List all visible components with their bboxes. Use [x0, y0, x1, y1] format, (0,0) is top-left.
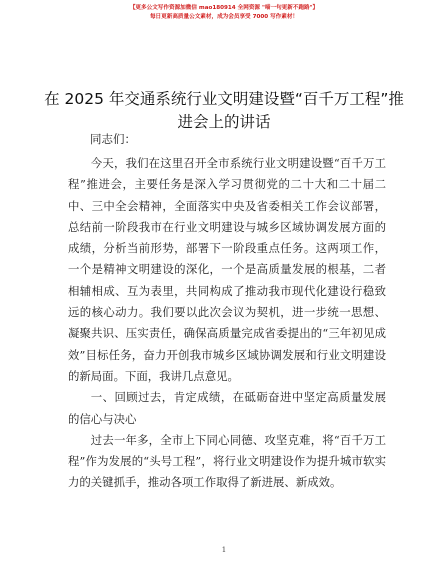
salutation: 同志们： — [90, 132, 136, 146]
document-body — [68, 153, 386, 494]
promo-banner-line-1: 【更多公文写作资源加微信 mao180914 全网资源 "喵一句更新不跑路"】 — [129, 5, 319, 11]
document-title: 在 2025 年交通系统行业文明建设暨“百千万工程”推进会上的讲话 — [44, 90, 404, 131]
body-paragraph-review: 过去一年多，全市上下同心同德、攻坚克难，将“百千万工程”作为发展的“头号工程”，将行业文明建设作为提升城市软实力的关键抓手，推动各项工作取得了新进展、新成效。 — [68, 432, 386, 490]
promo-banner — [0, 4, 448, 22]
section-heading-1: 一、回顾过去，肯定成绩，在砥砺奋进中坚定高质量发展的信心与决心 — [68, 390, 386, 426]
body-paragraph-intro: 今天，我们在这里召开全市系统行业文明建设暨“百千万工程”推进会，主要任务是深入学习贯彻党的二十大和二十届二中、三中全会精神，全面落实中央及省委相关工作会议部署，总结前一阶段我市在行业文明建设与城乡区域协调发展方面的成绩，分析当前形势，部署下一阶段重点任务。这两项工作，一个是精神文明建设的深化，一个是高质量发展的根基，二者相辅相成、互为表里，共同构成了推动我市现代化建设行稳致远的核心动力。我们要以此次会议为契机，进一步统一思想、凝聚共识、压实责任，确保高质量完成省委提出的“三年初见成效”目标任务，奋力开创我市城乡区域协调发展和行业文明建设的新局面。下面，我讲几点意见。 — [68, 156, 386, 383]
page-number: 1 — [221, 546, 227, 554]
promo-banner-line-2: 每日更新高质量公文素材，成为会员享受 7000 写作素材！ — [149, 14, 299, 20]
